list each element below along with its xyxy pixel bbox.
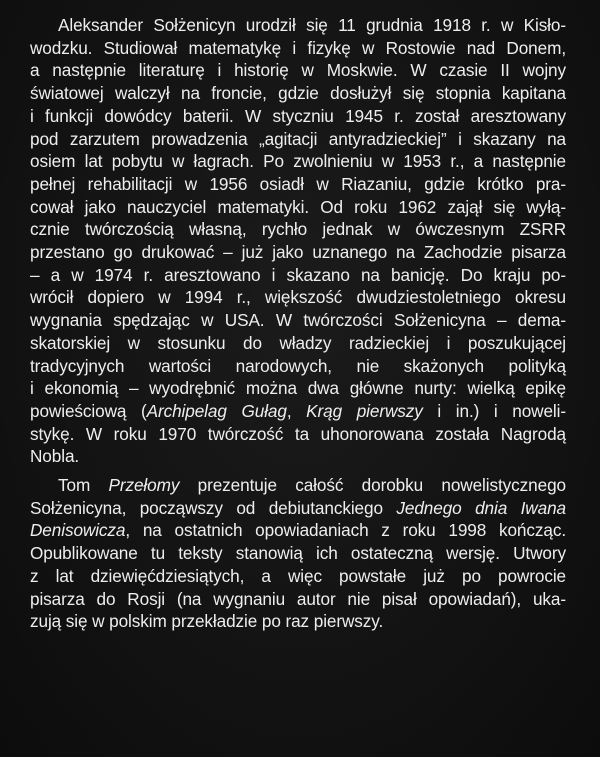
text-line: przestano go drukować – już jako uznanego na Zachodzie pisarza — [30, 242, 566, 263]
text-line: i ekonomią – wyodrębnić można dwa główne nurty: wielką epikę — [30, 378, 566, 399]
text-line: zują się w polskim przekładzie po raz pierwszy. — [30, 611, 384, 632]
text-line: wrócił dopiero w 1994 r., większość dwudziestoletniego okresu — [30, 287, 566, 308]
text-line: cował jako nauczyciel matematyki. Od roku 1962 zajął się wyłą- — [30, 196, 566, 217]
text-line: światowej walczył na froncie, gdzie dosłużył się stopnia kapitana — [30, 83, 566, 104]
book-title-przelomy: Przełomy — [108, 475, 180, 496]
text-fragment: Sołżenicyna, począwszy od debiutanckiego — [30, 497, 397, 518]
text-fragment: prezentuje całość dorobku nowelistycznego — [179, 475, 566, 496]
text-fragment: , — [286, 400, 307, 421]
text-line: osiem lat pobytu w łagrach. Po zwolnieniu w 1953 r., a następnie — [30, 151, 566, 172]
text-line: wodzku. Studiował matematykę i fizykę w Rostowie nad Donem, — [30, 37, 566, 58]
book-title-iwan-part2: Denisowicza — [30, 520, 126, 541]
text-line: skatorskiej w stosunku do władzy radzieckiej i poszukującej — [30, 332, 566, 353]
text-line: Opublikowane tu teksty stanowią ich ostateczną wersję. Utwory — [30, 543, 566, 564]
text-line — [30, 400, 566, 423]
text-line: z lat dziewięćdziesiątych, a więc powstałe już po powrocie — [30, 565, 566, 586]
author-biography — [30, 14, 566, 468]
text-line: pełnej rehabilitacji w 1956 osiadł w Riazaniu, gdzie krótko pra- — [30, 173, 566, 194]
book-title-iwan-part1: Jednego dnia Iwana — [396, 497, 566, 518]
text-line: a następnie literaturę i historię w Moskwie. W czasie II wojny — [30, 60, 566, 81]
text-fragment: , na ostatnich opowiadaniach z roku 1998 kończąc. — [125, 520, 566, 541]
book-title-krag: Krąg pierwszy — [306, 400, 423, 421]
text-line — [30, 474, 566, 497]
text-line: pisarza do Rosji (na wygnaniu autor nie pisał opowiadań), uka- — [30, 588, 566, 609]
text-line: – a w 1974 r. aresztowano i skazano na banicję. Do kraju po- — [30, 264, 566, 285]
text-line: tradycyjnych wartości narodowych, nie skażonych polityką — [30, 355, 566, 376]
book-title-archipelag: Archipelag Gułag — [146, 400, 287, 421]
text-line: wygnania spędzając w USA. W twórczości Sołżenicyna – dema- — [30, 310, 566, 331]
text-line: stykę. W roku 1970 twórczość ta uhonorowana została Nagrodą — [30, 423, 566, 444]
text-line: pod zarzutem prowadzenia „agitacji antyradzieckiej” i skazany na — [30, 128, 566, 149]
text-line — [30, 497, 566, 520]
text-line: Nobla. — [30, 446, 80, 467]
text-line: cznie twórczością własną, rychło jednak w ówczesnym ZSRR — [30, 219, 566, 240]
text-line — [30, 519, 566, 542]
text-fragment: powieściową ( — [30, 400, 147, 421]
text-fragment: Tom — [58, 475, 109, 496]
text-line: i funkcji dowódcy baterii. W styczniu 1945 r. został aresztowany — [30, 105, 566, 126]
collection-description — [30, 474, 566, 633]
text-fragment: i in.) i noweli- — [422, 400, 566, 421]
text-line: Aleksander Sołżenicyn urodził się 11 grudnia 1918 r. w Kisło- — [58, 15, 566, 35]
